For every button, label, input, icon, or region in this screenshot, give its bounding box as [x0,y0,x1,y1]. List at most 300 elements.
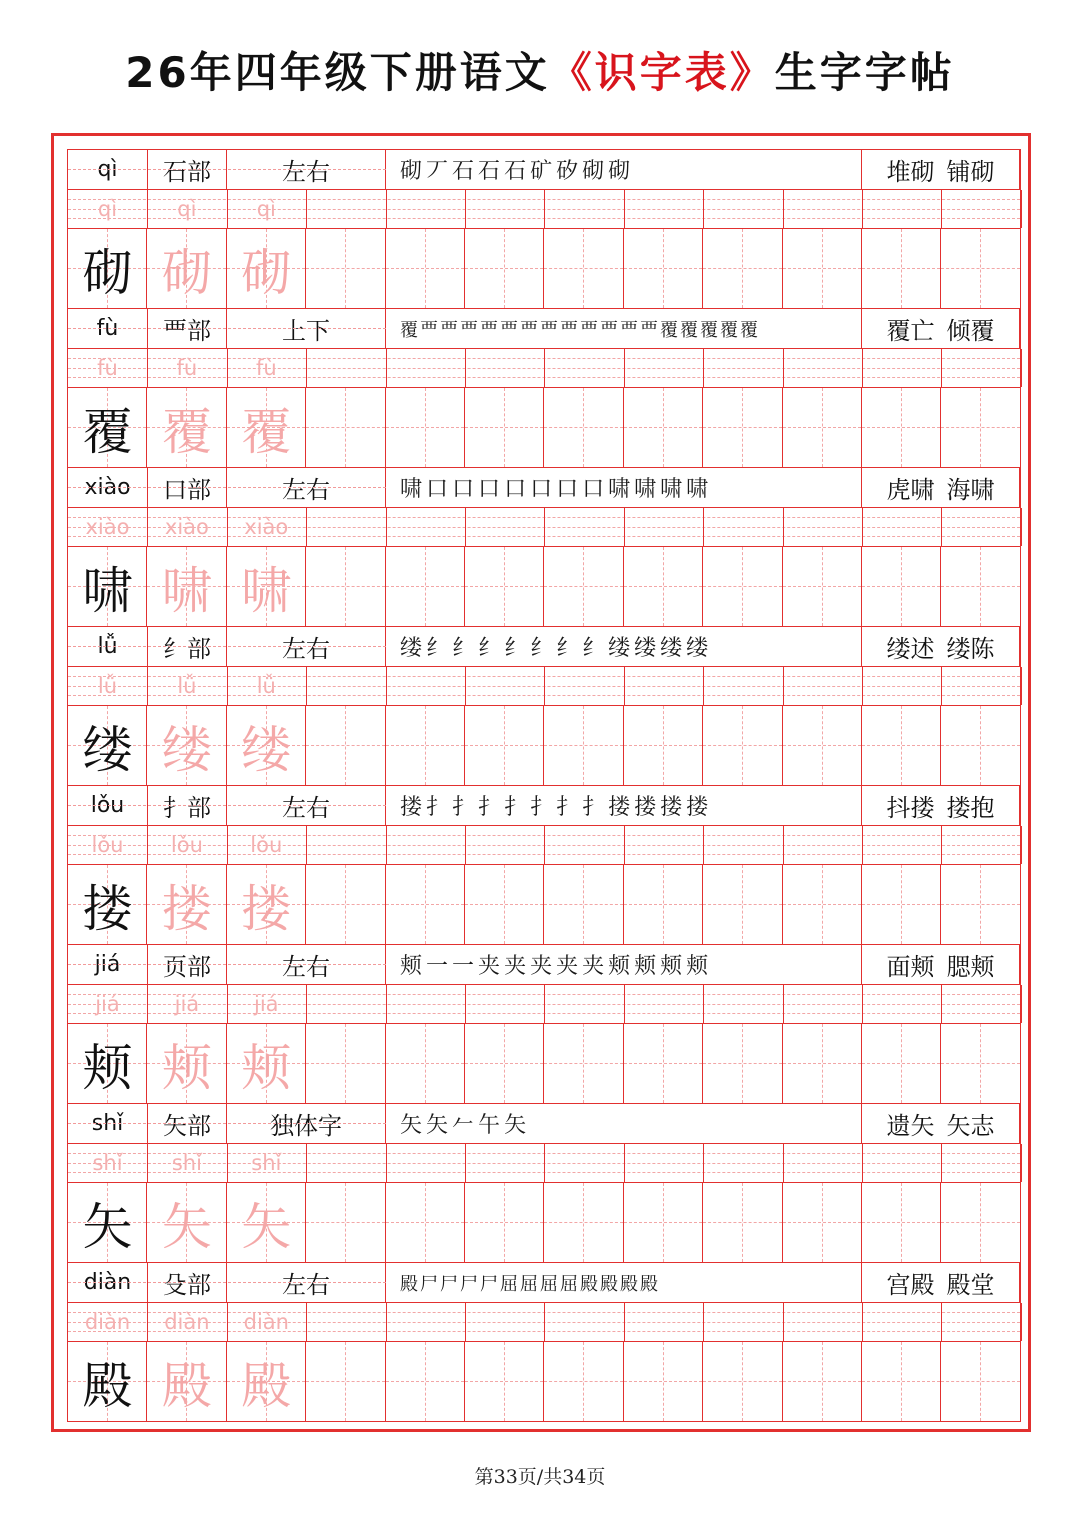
pinyin-trace: xiào [85,515,130,539]
stroke-step: 尸 [460,1273,480,1295]
blank-practice-cell [624,1024,703,1103]
character-block [68,1104,1020,1263]
blank-practice-cell [306,1183,385,1262]
character-cell [147,1342,226,1421]
stroke-step: 啸 [608,477,635,502]
blank-practice-cell [783,706,862,785]
stroke-step: 覀 [600,319,620,341]
stroke-step: 一 [452,954,479,979]
blank-practice-cell [465,229,544,308]
stroke-step: 覆 [740,319,760,341]
stroke-step: 口 [556,477,583,502]
example-words [862,1104,1020,1143]
character-block [68,309,1020,468]
model-character: 矢 [82,1197,133,1256]
example-word: 矢志 [946,1112,995,1140]
character-cell [68,1183,147,1262]
page-number: 第33页/共34页 [474,1466,606,1488]
character-trace-row [68,1342,1020,1422]
blank-practice-cell [465,706,544,785]
page-title [0,40,1080,100]
blank-practice-cell [941,547,1020,626]
character-cell [227,229,306,308]
blank-practice-cell [703,1024,782,1103]
blank-practice-cell [862,229,941,308]
stroke-step: 纟 [582,636,609,661]
stroke-step: 石 [504,159,531,184]
character-trace-row [68,388,1020,468]
stroke-order [386,1263,862,1302]
model-character: 缕 [82,720,133,779]
example-word: 抖搂 [886,794,935,822]
example-word: 宫殿 [886,1271,935,1299]
pinyin-trace-row [68,1144,1020,1183]
blank-practice-cell [783,547,862,626]
trace-character: 缕 [241,720,292,779]
structure-label: 独体字 [227,1104,386,1143]
pinyin-trace-row [68,508,1020,547]
character-cell [147,706,226,785]
pinyin-trace-row [68,985,1020,1024]
blank-practice-cell [941,229,1020,308]
stroke-step: 夹 [582,954,609,979]
blank-practice-cell [941,1024,1020,1103]
blank-practice-cell [624,865,703,944]
stroke-step: 尸 [480,1273,500,1295]
stroke-step: 扌 [452,795,479,820]
model-character: 殿 [82,1356,133,1415]
character-trace-row [68,1024,1020,1104]
stroke-step: 扌 [426,795,453,820]
stroke-step: 缕 [608,636,635,661]
example-word: 倾覆 [946,317,995,345]
character-cell [147,865,226,944]
blank-practice-cell [306,865,385,944]
stroke-step: 扌 [478,795,505,820]
character-block [68,786,1020,945]
character-cell [147,1183,226,1262]
stroke-step: 石 [478,159,505,184]
info-row [68,786,1020,826]
stroke-order [386,786,862,825]
stroke-step: 砌 [400,159,427,184]
pinyin-trace: diàn [84,1310,131,1334]
stroke-step: 扌 [504,795,531,820]
pinyin-trace: jiá [95,992,120,1016]
stroke-step: 矽 [556,159,583,184]
trace-character: 颊 [241,1038,292,1097]
pinyin-trace: qì [177,197,197,221]
stroke-step: 啸 [400,477,427,502]
blank-practice-cell [306,388,385,467]
pinyin-label: jiá [68,945,148,984]
pinyin-trace: qì [97,197,118,221]
pinyin-trace: fù [176,356,198,380]
pinyin-trace: xiào [244,515,289,539]
structure-label: 上下 [227,309,386,348]
info-row [68,627,1020,667]
stroke-step: 覆 [680,319,700,341]
pinyin-label: diàn [68,1263,148,1302]
example-word: 海啸 [946,476,995,504]
stroke-step: 啸 [686,477,713,502]
blank-practice-cell [386,1183,465,1262]
blank-practice-cell [544,1024,623,1103]
blank-practice-cell [941,1183,1020,1262]
character-block [68,945,1020,1104]
blank-practice-cell [544,229,623,308]
stroke-step: 矢 [426,1113,453,1138]
blank-practice-cell [386,1342,465,1421]
stroke-step: 屈 [560,1273,580,1295]
trace-character: 缕 [161,720,212,779]
trace-character: 颊 [161,1038,212,1097]
blank-practice-cell [703,388,782,467]
stroke-step: 啸 [660,477,687,502]
info-row [68,945,1020,985]
stroke-step: 尸 [420,1273,440,1295]
blank-practice-cell [941,1342,1020,1421]
stroke-step: 纟 [426,636,453,661]
stroke-step: 矿 [530,159,557,184]
character-cell [227,1342,306,1421]
stroke-order [386,468,862,507]
blank-practice-cell [862,1342,941,1421]
pinyin-label: lǒu [68,786,148,825]
blank-practice-cell [386,229,465,308]
blank-practice-cell [544,706,623,785]
pinyin-trace: fù [255,356,277,380]
blank-practice-cell [941,865,1020,944]
info-row [68,468,1020,508]
stroke-step: 砌 [608,159,635,184]
radical-label: 覀部 [148,309,227,348]
blank-practice-cell [703,1342,782,1421]
worksheet-frame [51,133,1031,1432]
blank-practice-cell [783,1183,862,1262]
character-cell [68,865,147,944]
radical-label: 矢部 [148,1104,227,1143]
stroke-order [386,309,862,348]
example-words [862,309,1020,348]
info-row [68,1263,1020,1303]
radical-label: 纟部 [148,627,227,666]
pinyin-trace: lǚ [256,674,276,698]
blank-practice-cell [544,1183,623,1262]
pinyin-trace: xiào [164,515,209,539]
character-cell [227,1183,306,1262]
stroke-step: 夹 [530,954,557,979]
pinyin-label: xiào [68,468,148,507]
stroke-step: 颊 [660,954,687,979]
radical-label: 页部 [148,945,227,984]
pinyin-trace-row [68,190,1020,229]
blank-practice-cell [465,388,544,467]
trace-character: 殿 [161,1356,212,1415]
example-words [862,150,1020,189]
stroke-step: 覀 [540,319,560,341]
pinyin-trace: jiá [254,992,279,1016]
character-cell [227,865,306,944]
pinyin-trace: shǐ [171,1151,202,1175]
stroke-order [386,627,862,666]
stroke-step: 搂 [686,795,713,820]
stroke-step: 颊 [608,954,635,979]
pinyin-trace: qì [256,197,276,221]
stroke-step: 覀 [560,319,580,341]
structure-label: 左右 [227,1263,386,1302]
blank-practice-cell [703,1183,782,1262]
stroke-step: 砌 [582,159,609,184]
stroke-step: 纟 [556,636,583,661]
example-word: 覆亡 [886,317,935,345]
blank-practice-cell [386,388,465,467]
character-cell [147,229,226,308]
blank-practice-cell [306,1342,385,1421]
pinyin-trace-row [68,667,1020,706]
stroke-step: 搂 [608,795,635,820]
character-block [68,468,1020,627]
blank-practice-cell [465,865,544,944]
character-cell [68,229,147,308]
model-character: 啸 [82,561,133,620]
character-cell [68,547,147,626]
example-word: 虎啸 [886,476,935,504]
stroke-step: 夹 [556,954,583,979]
blank-practice-cell [386,547,465,626]
blank-practice-cell [703,547,782,626]
stroke-step: 扌 [556,795,583,820]
stroke-step: 午 [478,1113,505,1138]
example-words [862,627,1020,666]
blank-practice-cell [306,547,385,626]
stroke-step: 纟 [478,636,505,661]
blank-practice-cell [862,1024,941,1103]
model-character: 覆 [82,402,133,461]
stroke-step: 覀 [580,319,600,341]
blank-practice-cell [941,388,1020,467]
trace-character: 矢 [241,1197,292,1256]
blank-practice-cell [703,865,782,944]
character-block [68,150,1020,309]
blank-practice-cell [624,388,703,467]
title-suffix: 生字字帖 [774,48,955,97]
stroke-order [386,150,862,189]
blank-practice-cell [624,229,703,308]
example-word: 面颊 [886,953,935,981]
example-word: 搂抱 [946,794,995,822]
title-highlight: 《识字表》 [549,48,775,97]
stroke-step: 覆 [400,319,420,341]
stroke-step: 纟 [504,636,531,661]
blank-practice-cell [624,547,703,626]
stroke-step: 啸 [634,477,661,502]
stroke-step: 𠂉 [452,1113,479,1138]
stroke-step: 覀 [620,319,640,341]
trace-character: 搂 [161,879,212,938]
stroke-step: 口 [582,477,609,502]
info-row [68,150,1020,190]
blank-practice-cell [386,1024,465,1103]
trace-character: 搂 [241,879,292,938]
blank-practice-cell [783,865,862,944]
stroke-step: 矢 [504,1113,531,1138]
stroke-step: 口 [426,477,453,502]
example-word: 殿堂 [946,1271,995,1299]
pinyin-trace: lǚ [177,674,197,698]
character-cell [147,547,226,626]
stroke-step: 殿 [640,1273,660,1295]
radical-label: 石部 [148,150,227,189]
radical-label: 殳部 [148,1263,227,1302]
stroke-step: 纟 [452,636,479,661]
stroke-step: 一 [426,954,453,979]
character-trace-row [68,706,1020,786]
stroke-step: 覀 [640,319,660,341]
title-prefix: 26年四年级下册语文 [125,48,550,97]
stroke-order [386,945,862,984]
structure-label: 左右 [227,786,386,825]
blank-practice-cell [862,706,941,785]
stroke-step: 矢 [400,1113,427,1138]
character-block [68,1263,1020,1422]
practice-grid [67,149,1021,1422]
stroke-step: 缕 [400,636,427,661]
stroke-order [386,1104,862,1143]
pinyin-trace-row [68,349,1020,388]
blank-practice-cell [465,1024,544,1103]
blank-practice-cell [862,1183,941,1262]
stroke-step: 覆 [700,319,720,341]
stroke-step: 殿 [620,1273,640,1295]
character-cell [227,388,306,467]
character-cell [68,1024,147,1103]
stroke-step: 扌 [582,795,609,820]
radical-label: 扌部 [148,786,227,825]
pinyin-trace-row [68,1303,1020,1342]
blank-practice-cell [941,706,1020,785]
info-row [68,1104,1020,1144]
stroke-step: 口 [452,477,479,502]
blank-practice-cell [783,1024,862,1103]
blank-practice-cell [624,1342,703,1421]
stroke-step: 覀 [480,319,500,341]
stroke-step: 缕 [634,636,661,661]
pinyin-trace: jiá [174,992,200,1016]
stroke-step: 屈 [520,1273,540,1295]
trace-character: 矢 [161,1197,212,1256]
stroke-step: 屈 [540,1273,560,1295]
structure-label: 左右 [227,468,386,507]
trace-character: 覆 [161,402,212,461]
character-cell [147,1024,226,1103]
example-word: 缕陈 [946,635,995,663]
blank-practice-cell [783,229,862,308]
stroke-step: 扌 [530,795,557,820]
stroke-step: 口 [530,477,557,502]
stroke-step: 丆 [426,159,453,184]
pinyin-trace: fù [97,356,118,380]
blank-practice-cell [465,547,544,626]
stroke-step: 搂 [634,795,661,820]
stroke-step: 口 [478,477,505,502]
example-word: 缕述 [886,635,935,663]
structure-label: 左右 [227,627,386,666]
trace-character: 啸 [241,561,292,620]
blank-practice-cell [465,1342,544,1421]
pinyin-label: lǚ [68,627,148,666]
pinyin-label: shǐ [68,1104,148,1143]
blank-practice-cell [783,388,862,467]
example-word: 遗矢 [886,1112,935,1140]
stroke-step: 覀 [420,319,440,341]
blank-practice-cell [544,865,623,944]
stroke-step: 覀 [440,319,460,341]
stroke-step: 尸 [440,1273,460,1295]
pinyin-trace: shǐ [251,1151,282,1175]
character-cell [68,388,147,467]
character-trace-row [68,865,1020,945]
pinyin-trace: lǒu [170,833,203,857]
structure-label: 左右 [227,945,386,984]
stroke-step: 覀 [460,319,480,341]
stroke-step: 纟 [530,636,557,661]
blank-practice-cell [465,1183,544,1262]
character-cell [68,1342,147,1421]
example-words [862,786,1020,825]
trace-character: 啸 [161,561,212,620]
stroke-step: 缕 [686,636,713,661]
pinyin-label: qì [68,150,148,189]
stroke-step: 殿 [600,1273,620,1295]
model-character: 砌 [82,243,133,302]
pinyin-trace: lǚ [97,674,118,698]
trace-character: 砌 [161,243,212,302]
blank-practice-cell [306,1024,385,1103]
character-cell [147,388,226,467]
stroke-step: 口 [504,477,531,502]
stroke-step: 颊 [634,954,661,979]
stroke-step: 颊 [686,954,713,979]
example-words [862,945,1020,984]
stroke-step: 缕 [660,636,687,661]
stroke-step: 屈 [500,1273,520,1295]
blank-practice-cell [544,1342,623,1421]
pinyin-label: fù [68,309,148,348]
blank-practice-cell [624,706,703,785]
stroke-step: 夹 [504,954,531,979]
pinyin-trace: diàn [243,1310,289,1334]
pinyin-trace-row [68,826,1020,865]
trace-character: 砌 [241,243,292,302]
example-word: 堆砌 [886,158,935,186]
example-word: 腮颊 [946,953,995,981]
character-trace-row [68,229,1020,309]
pinyin-trace: diàn [164,1310,210,1334]
blank-practice-cell [386,706,465,785]
blank-practice-cell [306,706,385,785]
character-trace-row [68,547,1020,627]
character-cell [227,547,306,626]
character-trace-row [68,1183,1020,1263]
info-row [68,309,1020,349]
stroke-step: 覀 [520,319,540,341]
trace-character: 殿 [241,1356,292,1415]
pinyin-trace: lǒu [91,833,124,857]
character-cell [68,706,147,785]
blank-practice-cell [703,706,782,785]
blank-practice-cell [386,865,465,944]
